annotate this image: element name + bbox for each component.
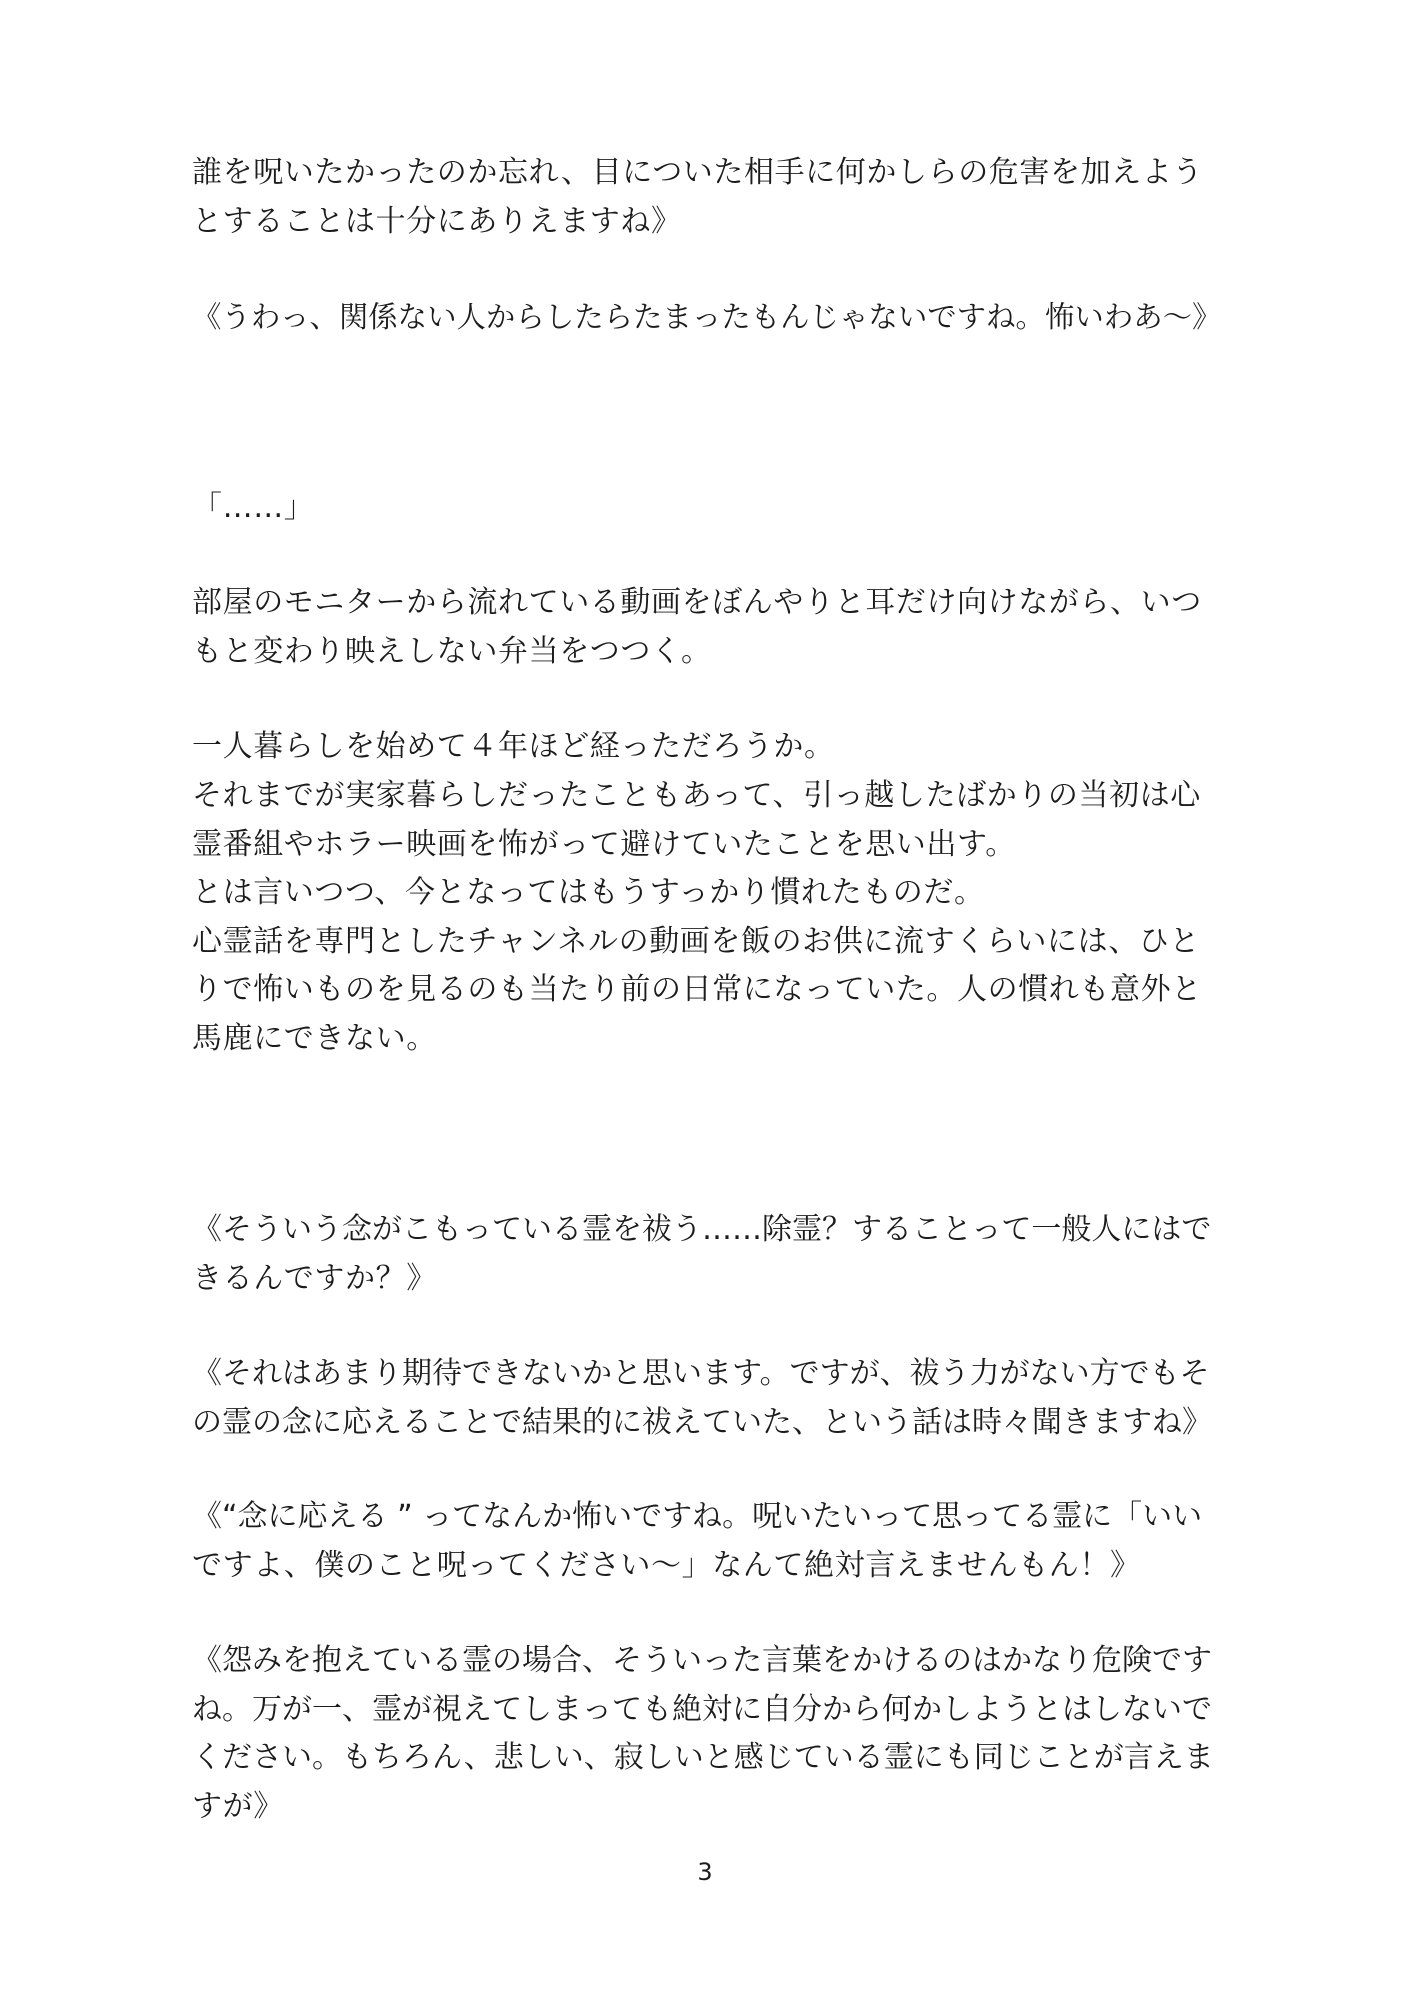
body-text-line: 《そういう念がこもっている霊を祓う……除霊？することって一般人にはで bbox=[192, 1212, 1212, 1247]
body-text-line: 馬鹿にできない。 bbox=[192, 1021, 437, 1056]
body-text-line: ください。もちろん、悲しい、寂しいと感じている霊にも同じことが言えま bbox=[192, 1740, 1214, 1775]
body-text-line: の霊の念に応えることで結果的に祓えていた、という話は時々聞きますね》 bbox=[192, 1405, 1212, 1440]
body-text-line: 《それはあまり期待できないかと思います。ですが、祓う力がない方でもそ bbox=[192, 1356, 1210, 1391]
body-text-line: 部屋のモニターから流れている動画をぼんやりと耳だけ向けながら、いつ bbox=[192, 585, 1202, 620]
body-text-line: ですよ、僕のこと呪ってください〜」なんて絶対言えませんもん！》 bbox=[192, 1548, 1141, 1583]
body-text-line: りで怖いものを見るのも当たり前の日常になっていた。人の慣れも意外と bbox=[192, 972, 1202, 1007]
body-text-line: 誰を呪いたかったのか忘れ、目についた相手に何かしらの危害を加えよう bbox=[192, 155, 1203, 190]
body-text-line: 「……」 bbox=[192, 490, 315, 525]
body-text-line: すが》 bbox=[192, 1789, 284, 1824]
body-text-line: きるんですか？》 bbox=[192, 1261, 437, 1296]
body-text-line: とすることは十分にありえますね》 bbox=[192, 204, 682, 239]
body-text-line: 一人暮らしを始めて４年ほど経っただろうか。 bbox=[192, 729, 835, 764]
body-text-line: ね。万が一、霊が視えてしまっても絶対に自分から何かしようとはしないで bbox=[192, 1692, 1212, 1727]
body-text-line: それまでが実家暮らしだったこともあって、引っ越したばかりの当初は心 bbox=[192, 778, 1201, 813]
body-text-line: 《“念に応える ” ってなんか怖いですね。呪いたいって思ってる霊に「いい bbox=[192, 1499, 1203, 1534]
page-number: 3 bbox=[697, 1858, 713, 1886]
body-text-line: 《怨みを抱えている霊の場合、そういった言葉をかけるのはかなり危険です bbox=[192, 1643, 1212, 1678]
body-text-line: 霊番組やホラー映画を怖がって避けていたことを思い出す。 bbox=[192, 827, 1016, 862]
body-text-line: もと変わり映えしない弁当をつつく。 bbox=[192, 634, 712, 669]
body-text-line: 心霊話を専門としたチャンネルの動画を飯のお供に流すくらいには、ひと bbox=[192, 924, 1200, 959]
body-text-line: 《うわっ、関係ない人からしたらたまったもんじゃないですね。怖いわあ〜》 bbox=[192, 300, 1222, 334]
body-text-line: とは言いつつ、今となってはもうすっかり慣れたものだ。 bbox=[192, 875, 985, 910]
